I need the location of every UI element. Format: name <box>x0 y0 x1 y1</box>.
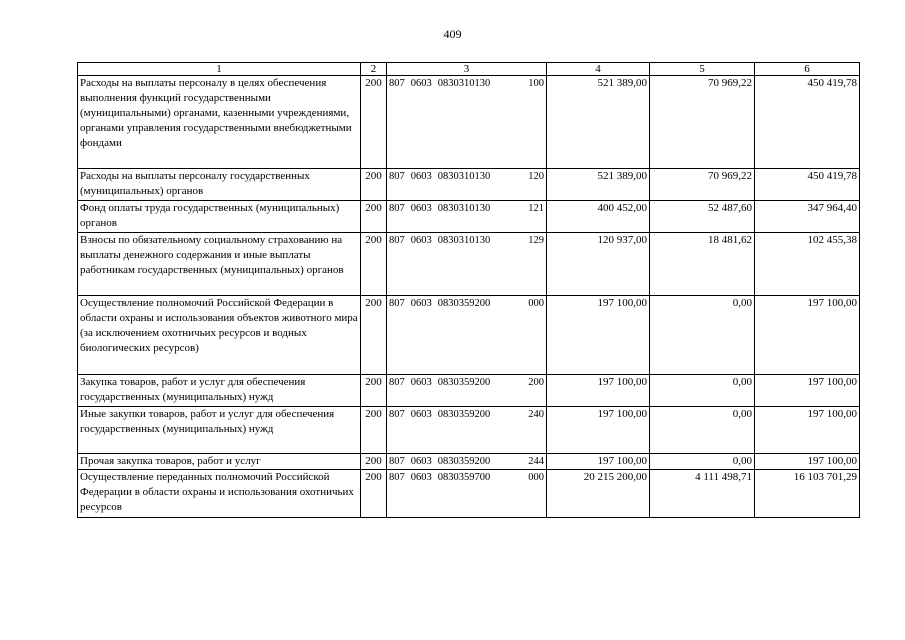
table-row <box>78 454 860 470</box>
row-code-cell <box>387 454 547 470</box>
row-admin-cell: 200 <box>361 454 387 470</box>
row-code-csr: 0830359200 <box>437 377 491 388</box>
row-code-grp: 807 <box>389 203 405 214</box>
header-col-5: 5 <box>650 63 755 76</box>
row-name: Осуществление переданных полномочий Российской Федерации в области охраны и использования охотничьих ресурсов <box>80 471 354 513</box>
row-code-sec: 0603 <box>410 472 432 483</box>
table-row <box>78 470 860 518</box>
row-name-cell <box>78 76 361 169</box>
row-value-5: 0,00 <box>650 375 755 407</box>
row-admin-cell: 200 <box>361 375 387 407</box>
row-name-cell <box>78 375 361 407</box>
row-code-vr: 240 <box>528 409 544 420</box>
row-code-cell <box>387 201 547 233</box>
row-code-cell <box>387 169 547 201</box>
row-name: Иные закупки товаров, работ и услуг для обеспечения государственных (муниципальных) нужд <box>80 408 335 435</box>
row-value-5: 52 487,60 <box>650 201 755 233</box>
row-value-4: 197 100,00 <box>547 407 650 454</box>
row-code-cell <box>387 296 547 375</box>
row-code-grp: 807 <box>389 171 405 182</box>
budget-table <box>77 62 860 518</box>
row-name-cell <box>78 407 361 454</box>
header-col-2: 2 <box>361 63 387 76</box>
row-value-4: 197 100,00 <box>547 454 650 470</box>
row-code-sec: 0603 <box>410 171 432 182</box>
row-value-4: 20 215 200,00 <box>547 470 650 518</box>
page-number: 409 <box>443 27 462 41</box>
row-code-cell <box>387 233 547 296</box>
row-value-5: 0,00 <box>650 407 755 454</box>
row-admin-cell: 200 <box>361 201 387 233</box>
row-value-4: 120 937,00 <box>547 233 650 296</box>
table-row <box>78 296 860 375</box>
row-name: Фонд оплаты труда государственных (муниципальных) органов <box>80 202 340 229</box>
row-name: Расходы на выплаты персоналу государственных (муниципальных) органов <box>80 170 310 197</box>
row-value-6: 347 964,40 <box>755 201 860 233</box>
row-code-vr: 129 <box>528 235 544 246</box>
header-col-6: 6 <box>755 63 860 76</box>
row-value-6: 16 103 701,29 <box>755 470 860 518</box>
row-value-6: 450 419,78 <box>755 169 860 201</box>
row-code-sec: 0603 <box>410 456 432 467</box>
row-code-cell <box>387 76 547 169</box>
row-code-grp: 807 <box>389 409 405 420</box>
row-value-6: 450 419,78 <box>755 76 860 169</box>
row-admin-cell: 200 <box>361 407 387 454</box>
row-admin-cell: 200 <box>361 76 387 169</box>
row-code-sec: 0603 <box>410 203 432 214</box>
row-name-cell <box>78 233 361 296</box>
row-value-4: 197 100,00 <box>547 296 650 375</box>
row-code-sec: 0603 <box>410 377 432 388</box>
row-code-grp: 807 <box>389 456 405 467</box>
row-admin-cell: 200 <box>361 470 387 518</box>
row-code-vr: 121 <box>528 203 544 214</box>
row-admin-cell: 200 <box>361 233 387 296</box>
row-name: Прочая закупка товаров, работ и услуг <box>80 455 261 467</box>
row-admin-cell: 200 <box>361 296 387 375</box>
row-code-csr: 0830310130 <box>437 235 491 246</box>
row-code-sec: 0603 <box>410 298 432 309</box>
row-value-4: 197 100,00 <box>547 375 650 407</box>
row-name-cell <box>78 454 361 470</box>
row-value-4: 521 389,00 <box>547 76 650 169</box>
row-code-vr: 244 <box>528 456 544 467</box>
row-value-6: 197 100,00 <box>755 407 860 454</box>
row-value-6: 197 100,00 <box>755 454 860 470</box>
header-col-4: 4 <box>547 63 650 76</box>
row-code-csr: 0830359200 <box>437 456 491 467</box>
row-code-grp: 807 <box>389 377 405 388</box>
table-row <box>78 76 860 169</box>
row-code-vr: 100 <box>528 78 544 89</box>
row-code-cell <box>387 470 547 518</box>
row-code-sec: 0603 <box>410 78 432 89</box>
row-code-csr: 0830359200 <box>437 409 491 420</box>
row-code-vr: 200 <box>528 377 544 388</box>
row-name: Осуществление полномочий Российской Федерации в области охраны и использования объектов животного мира (за исключением охотничьих ресурсов и водных биологических ресурсов) <box>80 297 358 354</box>
row-value-5: 18 481,62 <box>650 233 755 296</box>
row-code-grp: 807 <box>389 78 405 89</box>
header-col-1: 1 <box>78 63 361 76</box>
table-header-row <box>78 63 860 76</box>
row-code-csr: 0830310130 <box>437 171 491 182</box>
row-admin-cell: 200 <box>361 169 387 201</box>
row-code-vr: 120 <box>528 171 544 182</box>
row-code-vr: 000 <box>528 298 544 309</box>
row-value-4: 400 452,00 <box>547 201 650 233</box>
row-code-cell <box>387 375 547 407</box>
row-value-6: 197 100,00 <box>755 375 860 407</box>
row-value-6: 102 455,38 <box>755 233 860 296</box>
row-name-cell <box>78 169 361 201</box>
row-code-grp: 807 <box>389 298 405 309</box>
row-code-csr: 0830310130 <box>437 203 491 214</box>
row-value-5: 70 969,22 <box>650 76 755 169</box>
table-row <box>78 375 860 407</box>
table-row <box>78 169 860 201</box>
row-code-csr: 0830310130 <box>437 78 491 89</box>
row-name-cell <box>78 201 361 233</box>
row-code-csr: 0830359200 <box>437 298 491 309</box>
row-value-5: 4 111 498,71 <box>650 470 755 518</box>
row-code-grp: 807 <box>389 235 405 246</box>
row-value-6: 197 100,00 <box>755 296 860 375</box>
row-code-grp: 807 <box>389 472 405 483</box>
table-row <box>78 201 860 233</box>
row-code-csr: 0830359700 <box>437 472 491 483</box>
row-value-5: 0,00 <box>650 454 755 470</box>
row-code-vr: 000 <box>528 472 544 483</box>
row-name-cell <box>78 296 361 375</box>
row-code-sec: 0603 <box>410 409 432 420</box>
row-code-sec: 0603 <box>410 235 432 246</box>
row-value-4: 521 389,00 <box>547 169 650 201</box>
row-name: Закупка товаров, работ и услуг для обеспечения государственных (муниципальных) нужд <box>80 376 306 403</box>
table-row <box>78 407 860 454</box>
row-code-cell <box>387 407 547 454</box>
row-value-5: 0,00 <box>650 296 755 375</box>
header-col-3: 3 <box>387 63 547 76</box>
row-name: Расходы на выплаты персоналу в целях обеспечения выполнения функций государственными (муниципальными) органами, казенными учреждениями, органами управления государственными внебюджетными фондами <box>80 77 352 149</box>
table-row <box>78 233 860 296</box>
row-value-5: 70 969,22 <box>650 169 755 201</box>
row-name: Взносы по обязательному социальному страхованию на выплаты денежного содержания и иные выплаты работникам государственных (муниципальных) органов <box>80 234 344 276</box>
row-name-cell <box>78 470 361 518</box>
